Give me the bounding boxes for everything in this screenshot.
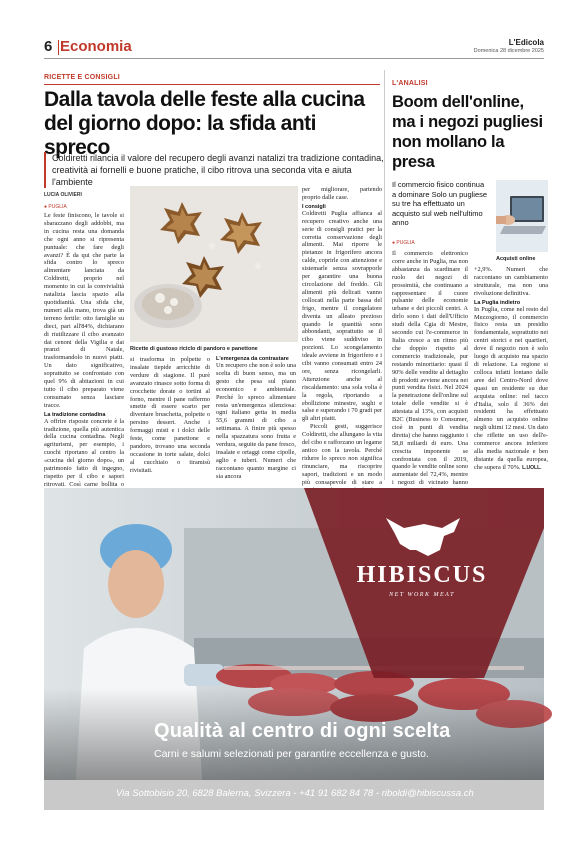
main-column-3 (216, 356, 296, 480)
side-headline: Boom dell'online, ma i negozi pugliesi non mollano la presa (392, 93, 543, 171)
side-lead: Il commercio fisico continua a dominare Solo un pugliese su tre ha effettuato un acquisto sul web nell'ultimo anno (392, 180, 488, 227)
ad-brand: HIBISCUS (356, 562, 488, 588)
main-kicker: RICETTE E CONSIGLI (44, 74, 120, 81)
col1-paragraph: Le feste finiscono, le tavole si sbarazzano degli addobbi, ma in cucina resta una domanda che ogni anno si ripresenta puntuale: che fare degli avanzi? È da qui che parte la sfida contro lo spreco alimentare lanciata da Coldiretti, proprio nel momento in cui la convivialità natalizia lascia spazio alla quotidianità. Una sfida che, numeri alla mano, trova già un terreno fertile: otto famiglie su dieci, pari all'84%, dichiarano di riutilizzare il cibo avanzato dai cenoni della Vigilia e dai pranzi di Natale, trasformandolo in nuovi piatti. Un dato significativo, soprattutto se confrontato con quel 9% di abitazioni in cui tutto il cibo preparato viene consumato senza lasciare tracce. (44, 212, 124, 409)
header-rule (44, 58, 544, 59)
col4-intro: per migliorare, partendo proprio dalle case. (302, 186, 382, 201)
ad-slogan: Qualità al centro di ogni scelta (154, 720, 451, 742)
col4-paragraph: Coldiretti Puglia affianca al recupero creativo anche una serie di consigli pratici per la corretta conservazione degli alimenti. Mai riporre le pietanze in frigorifero ancora calde, coprirle con attenzione e sistemarle senza sovrapporle per garantire una buona circolazione del freddo. Gli alimenti più delicati vanno collocati nella parte bassa del frigo, mentre il congelatore diventa un alleato prezioso quando le quantità sono abbondanti, soprattutto se il cibo viene suddiviso in porzioni. Lo scongelamento ideale avviene in frigorifero e i cibi vanno consumati entro 24 ore, senza ricongelarli. Attenzione anche al riscaldamento: una sola volta è la regola, riportando a ebollizione minestre, sughi e salse e superando i 70 gradi per gli altri piatti. (302, 209, 382, 423)
col4-paragraph-2: Piccoli gesti, suggerisce Coldiretti, che allungano la vita del cibo e rafforzano un legame antico con la tavola. Perché ridurre lo spreco non significa rinunciare, ma riscoprire sapori, tradizioni e un modo più consapevole di stare a (302, 423, 382, 486)
photo-caption: Ricette di gustoso riciclo di pandoro e panettone (130, 346, 258, 352)
location-label: PUGLIA (48, 204, 67, 210)
section-title: Economia (60, 38, 132, 55)
publication-date: Domenica 28 dicembre 2025 (473, 48, 544, 54)
col1-paragraph-2: A offrire risposte concrete è la tradizione, quella più autentica della cucina contadina. Negli agriturismi, per esempio, i cuochi riportano al centro la «cucina del giorno dopo», un patrimonio fatto di ingegno, rispetto per il cibo e sapori ritrovati. Così carne bollita o (44, 417, 124, 488)
kicker-rule (44, 84, 380, 85)
location-tag: ● PUGLIA (44, 204, 67, 210)
main-headline: Dalla tavola delle feste alla cucina del giorno dopo: la sfida anti spreco (44, 88, 365, 159)
col4-subheading: I consigli (302, 203, 326, 210)
side-kicker: L'ANALISI (392, 80, 428, 87)
ad-brand-sub: NET WORK MEAT (389, 592, 455, 598)
column-divider (384, 70, 385, 480)
side-col2-paragraph: In Puglia, come nel resto del Mezzogiorno, il commercio fisico resta un presidio fondamentale, soprattutto nei centri storici e nei quartieri, dove il negozio non è solo luogo di acquisto ma spazio di relazione. La regione si colloca infatti lontano dalle aree del Centro-Nord dove quasi un residente su due acquista online: nel tacco d'Italia, solo il 36% dei residenti ha effettuato almeno un acquisto online negli ultimi 12 mesi. Un dato che riflette un uso dell'e-commerce ancora inferiore alla media nazionale e ben distante da quella europea, che supera il 70%. (474, 305, 548, 471)
col3-paragraph: Un recupero che non è solo una scelta di buon senso, ma un gesto che pesa sul piano economico e ambientale. Perché lo spreco alimentare resta un'emergenza silenziosa: ogni italiano getta in media 55,6 grammi di cibo a settimana. A finire più spesso nella spazzatura sono frutta e verdura, seguite da pane fresco, insalate e ortaggi come cipolle, aglio e tuberi. Numeri che raccontano quanto margine ci sia ancora (216, 362, 296, 480)
side-col1-paragraph: Il commercio elettronico corre anche in Puglia, ma non abbastanza da scardinare il ruolo dei negozi di prossimità, che continuano a rappresentare il cuore pulsante delle economie urbane e dei piccoli centri. A dirlo sono i dati dell'Ufficio studi della Cgia di Mestre, secondo cui l'e-commerce in Italia cresce a un ritmo più che doppio rispetto al commercio tradizionale, pur restando minoritario: quasi il 90% delle vendite al dettaglio di prodotti avviene ancora nei punti vendita fisici. Nel 2024 la penetrazione dell'online sul totale delle vendite si è attestata al 13%, con acquisti B2C (Business to Consumer, cioè in punti di vendita diretta) che hanno raggiunto i 58,8 miliardi di euro. Una crescita imponente se confrontata con il 2019, quando le vendite online sono aumentate del 72,4%, mentre i negozi di vicinato hanno (392, 250, 468, 487)
page-number: 6 (44, 38, 53, 55)
main-column-4 (302, 186, 382, 486)
header-divider (58, 40, 59, 55)
ad-contact[interactable]: Via Sottobisio 20, 6828 Balerna, Svizzera - +41 91 682 84 78 - riboldi@hibiscussa.ch (116, 788, 474, 799)
side-photo-caption: Acquisti online (496, 256, 536, 262)
main-summary: Coldiretti rilancia il valore del recupero degli avanzi natalizi tra tradizione contadina, creatività ai fornelli e buone pratiche, il cibo ritrova una seconda vita e aiuta l'ambiente (44, 152, 384, 188)
food-photo (130, 186, 298, 342)
author: LUCIA OLIVIERI (44, 192, 82, 198)
laptop-photo (496, 180, 548, 252)
publication-logo: L'Edicola (508, 38, 544, 47)
side-signature: L.UOLL. (522, 464, 542, 471)
side-column-1 (392, 250, 468, 487)
side-col2-intro: +2,9%. Numeri che raccontano un cambiamento strutturale, ma non una rivoluzione definitiva. (474, 266, 548, 297)
side-location-label: PUGLIA (396, 240, 415, 246)
side-column-2 (474, 266, 548, 480)
main-column-2 (130, 356, 210, 480)
side-location-tag: ● PUGLIA (392, 240, 415, 246)
main-column-1 (44, 212, 124, 488)
ad-tagline: Carni e salumi selezionati per garantire eccellenza e gusto. (154, 748, 429, 760)
side-col2-subheading: La Puglia indietro (474, 299, 521, 306)
advertisement[interactable] (44, 488, 544, 810)
col2-paragraph: si trasforma in polpette o insalate tiepide arricchite di verdure di stagione. Il purè avanzato rinasce sotto forma di crocchette dorate o tortini al forno, mentre il pane raffermo smette di essere scarto per diventare bruschetta, polpette o persino dessert. Anche i formaggi misti e i dolci delle feste, come panettone e pandoro, trovano una seconda occasione in torte salate, dolci al cucchiaio o tiramisù rivisitati. (130, 356, 210, 474)
col3-subheading: L'emergenza da contrastare (216, 356, 289, 362)
col1-subheading: La tradizione contadina (44, 411, 106, 418)
